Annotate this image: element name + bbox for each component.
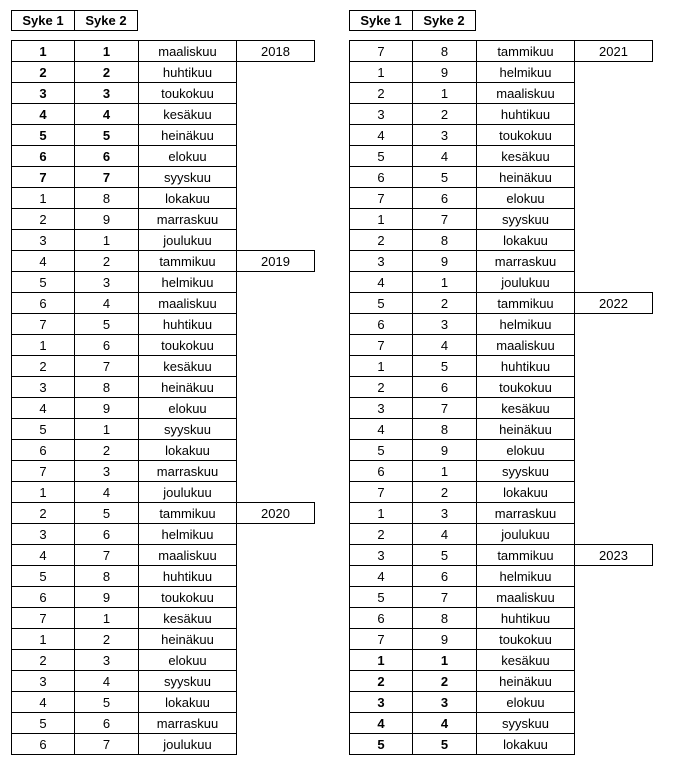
syke-1-cell: 3 <box>349 544 412 566</box>
syke-2-cell: 8 <box>74 377 138 398</box>
month-cell: tammikuu <box>476 544 575 566</box>
year-cell: 2023 <box>575 544 653 566</box>
month-cell: huhtikuu <box>138 314 237 335</box>
month-cell: elokuu <box>138 398 237 419</box>
syke-1-cell: 6 <box>349 314 412 335</box>
header-syke-2: Syke 2 <box>412 11 475 30</box>
syke-1-cell: 1 <box>11 629 74 650</box>
month-cell: toukokuu <box>476 629 575 650</box>
syke-1-cell: 5 <box>349 587 412 608</box>
syke-2-cell: 7 <box>412 209 476 230</box>
syke-2-cell: 7 <box>412 587 476 608</box>
syke-1-cell: 4 <box>11 250 74 272</box>
month-cell: toukokuu <box>138 83 237 104</box>
month-cell: marraskuu <box>476 251 575 272</box>
syke-1-cell: 5 <box>11 566 74 587</box>
header-syke-1: Syke 1 <box>360 13 402 28</box>
month-cell: joulukuu <box>476 524 575 545</box>
month-cell: toukokuu <box>138 335 237 356</box>
syke-1-cell: 1 <box>349 650 412 671</box>
syke-1-cell: 2 <box>11 62 74 83</box>
syke-2-cell: 9 <box>74 398 138 419</box>
syke-2-cell: 6 <box>412 566 476 587</box>
syke-1-cell: 7 <box>11 167 74 188</box>
syke-2-cell: 7 <box>74 734 138 755</box>
syke-1-cell: 2 <box>349 524 412 545</box>
month-cell: lokakuu <box>138 692 237 713</box>
syke-2-cell: 3 <box>74 650 138 671</box>
syke-1-cell: 1 <box>11 40 74 62</box>
syke-1-cell: 4 <box>349 125 412 146</box>
syke-2-cell: 5 <box>74 314 138 335</box>
syke-1-cell: 6 <box>11 734 74 755</box>
syke-2-cell: 1 <box>74 230 138 251</box>
month-cell: joulukuu <box>138 230 237 251</box>
syke-1-cell: 7 <box>349 335 412 356</box>
syke-1-cell: 6 <box>11 146 74 167</box>
syke-1-cell: 3 <box>349 398 412 419</box>
month-cell: syyskuu <box>476 713 575 734</box>
syke-1-cell: 6 <box>11 587 74 608</box>
month-cell: kesäkuu <box>476 398 575 419</box>
syke-2-cell: 2 <box>74 62 138 83</box>
month-cell: helmikuu <box>476 566 575 587</box>
month-cell: maaliskuu <box>138 293 237 314</box>
syke-2-cell: 5 <box>412 734 476 755</box>
syke-1-cell: 4 <box>349 419 412 440</box>
syke-1-cell: 5 <box>349 292 412 314</box>
month-cell: elokuu <box>476 692 575 713</box>
syke-2-cell: 4 <box>74 104 138 125</box>
month-cell: syyskuu <box>138 671 237 692</box>
month-cell: tammikuu <box>476 292 575 314</box>
syke-2-cell: 4 <box>412 335 476 356</box>
syke-2-cell: 6 <box>412 188 476 209</box>
month-cell: huhtikuu <box>476 104 575 125</box>
month-cell: huhtikuu <box>138 62 237 83</box>
syke-2-cell: 9 <box>412 440 476 461</box>
syke-1-cell: 3 <box>11 524 74 545</box>
syke-2-cell: 1 <box>412 272 476 293</box>
month-cell: maaliskuu <box>476 335 575 356</box>
syke-2-cell: 4 <box>412 524 476 545</box>
syke-2-cell: 1 <box>412 650 476 671</box>
syke-2-cell: 3 <box>412 314 476 335</box>
left-header <box>11 10 138 31</box>
syke-2-cell: 2 <box>74 440 138 461</box>
syke-1-cell: 5 <box>349 440 412 461</box>
syke-2-cell: 5 <box>412 167 476 188</box>
syke-1-cell: 7 <box>11 314 74 335</box>
syke-1-cell: 7 <box>11 608 74 629</box>
syke-1-cell: 3 <box>11 230 74 251</box>
syke-1-cell: 2 <box>11 356 74 377</box>
syke-2-cell: 9 <box>74 587 138 608</box>
month-cell: huhtikuu <box>476 356 575 377</box>
month-cell: tammikuu <box>138 502 237 524</box>
syke-2-cell: 8 <box>412 608 476 629</box>
month-cell: joulukuu <box>138 482 237 503</box>
syke-1-cell: 3 <box>349 104 412 125</box>
month-cell: marraskuu <box>476 503 575 524</box>
syke-2-cell: 8 <box>74 566 138 587</box>
syke-2-cell: 3 <box>412 125 476 146</box>
syke-2-cell: 1 <box>74 419 138 440</box>
syke-1-cell: 6 <box>11 293 74 314</box>
syke-2-cell: 2 <box>412 292 476 314</box>
month-cell: maaliskuu <box>138 40 237 62</box>
syke-1-cell: 1 <box>349 503 412 524</box>
syke-2-cell: 9 <box>412 62 476 83</box>
syke-1-cell: 1 <box>349 62 412 83</box>
syke-2-cell: 7 <box>74 356 138 377</box>
syke-2-cell: 3 <box>412 692 476 713</box>
syke-2-cell: 6 <box>74 335 138 356</box>
month-cell: tammikuu <box>476 40 575 62</box>
syke-2-cell: 8 <box>412 40 476 62</box>
month-cell: heinäkuu <box>138 125 237 146</box>
month-cell: heinäkuu <box>138 377 237 398</box>
syke-2-cell: 1 <box>412 461 476 482</box>
header-syke-1: Syke 1 <box>22 13 64 28</box>
syke-2-cell: 4 <box>412 146 476 167</box>
month-cell: huhtikuu <box>476 608 575 629</box>
month-cell: helmikuu <box>476 314 575 335</box>
syke-2-cell: 8 <box>74 188 138 209</box>
syke-1-cell: 3 <box>349 692 412 713</box>
syke-1-cell: 7 <box>349 40 412 62</box>
syke-2-cell: 4 <box>74 293 138 314</box>
syke-1-cell: 6 <box>349 461 412 482</box>
syke-1-cell: 4 <box>11 545 74 566</box>
syke-2-cell: 1 <box>74 608 138 629</box>
month-cell: kesäkuu <box>476 146 575 167</box>
syke-2-cell: 5 <box>74 125 138 146</box>
month-cell: heinäkuu <box>476 671 575 692</box>
right-header <box>349 10 476 31</box>
syke-2-cell: 4 <box>74 482 138 503</box>
syke-1-cell: 4 <box>349 272 412 293</box>
syke-1-cell: 5 <box>349 146 412 167</box>
month-cell: maaliskuu <box>138 545 237 566</box>
syke-1-cell: 2 <box>11 650 74 671</box>
syke-1-cell: 2 <box>349 671 412 692</box>
syke-2-cell: 8 <box>412 419 476 440</box>
syke-1-cell: 1 <box>349 356 412 377</box>
month-cell: kesäkuu <box>138 356 237 377</box>
month-cell: syyskuu <box>476 461 575 482</box>
syke-1-cell: 3 <box>11 83 74 104</box>
month-cell: lokakuu <box>138 188 237 209</box>
syke-2-cell: 6 <box>412 377 476 398</box>
syke-1-cell: 7 <box>349 482 412 503</box>
syke-2-cell: 5 <box>412 544 476 566</box>
syke-2-cell: 7 <box>74 545 138 566</box>
month-cell: helmikuu <box>476 62 575 83</box>
year-cell: 2018 <box>237 40 315 62</box>
syke-2-cell: 3 <box>74 461 138 482</box>
syke-2-cell: 5 <box>74 502 138 524</box>
month-cell: kesäkuu <box>138 608 237 629</box>
syke-1-cell: 6 <box>349 608 412 629</box>
syke-1-cell: 3 <box>11 377 74 398</box>
year-cell: 2021 <box>575 40 653 62</box>
syke-1-cell: 1 <box>11 482 74 503</box>
month-cell: helmikuu <box>138 272 237 293</box>
syke-2-cell: 2 <box>412 482 476 503</box>
syke-2-cell: 4 <box>74 671 138 692</box>
syke-2-cell: 1 <box>412 83 476 104</box>
month-cell: syyskuu <box>476 209 575 230</box>
year-cell: 2019 <box>237 250 315 272</box>
month-cell: joulukuu <box>476 272 575 293</box>
syke-2-cell: 6 <box>74 524 138 545</box>
syke-1-cell: 2 <box>349 377 412 398</box>
syke-2-cell: 1 <box>74 40 138 62</box>
syke-2-cell: 8 <box>412 230 476 251</box>
syke-2-cell: 2 <box>74 629 138 650</box>
syke-1-cell: 6 <box>349 167 412 188</box>
syke-2-cell: 9 <box>74 209 138 230</box>
syke-2-cell: 3 <box>74 83 138 104</box>
month-cell: tammikuu <box>138 250 237 272</box>
syke-2-cell: 7 <box>412 398 476 419</box>
syke-1-cell: 1 <box>11 335 74 356</box>
syke-1-cell: 2 <box>349 230 412 251</box>
month-cell: lokakuu <box>476 482 575 503</box>
syke-2-cell: 2 <box>74 250 138 272</box>
month-cell: marraskuu <box>138 461 237 482</box>
month-cell: syyskuu <box>138 167 237 188</box>
syke-1-cell: 2 <box>11 209 74 230</box>
syke-1-cell: 3 <box>11 671 74 692</box>
syke-2-cell: 4 <box>412 713 476 734</box>
syke-1-cell: 4 <box>349 566 412 587</box>
syke-2-cell: 5 <box>412 356 476 377</box>
month-cell: syyskuu <box>138 419 237 440</box>
month-cell: marraskuu <box>138 209 237 230</box>
syke-1-cell: 5 <box>11 713 74 734</box>
month-cell: joulukuu <box>138 734 237 755</box>
header-syke-2: Syke 2 <box>74 11 137 30</box>
syke-1-cell: 7 <box>349 629 412 650</box>
month-cell: maaliskuu <box>476 587 575 608</box>
month-cell: lokakuu <box>476 230 575 251</box>
month-cell: toukokuu <box>476 377 575 398</box>
syke-2-cell: 6 <box>74 713 138 734</box>
month-cell: heinäkuu <box>476 167 575 188</box>
syke-1-cell: 5 <box>349 734 412 755</box>
month-cell: kesäkuu <box>476 650 575 671</box>
syke-1-cell: 5 <box>11 125 74 146</box>
year-cell: 2020 <box>237 502 315 524</box>
syke-1-cell: 7 <box>349 188 412 209</box>
syke-1-cell: 4 <box>11 692 74 713</box>
syke-1-cell: 5 <box>11 419 74 440</box>
syke-2-cell: 2 <box>412 104 476 125</box>
syke-2-cell: 2 <box>412 671 476 692</box>
syke-1-cell: 4 <box>11 104 74 125</box>
syke-2-cell: 6 <box>74 146 138 167</box>
syke-1-cell: 1 <box>349 209 412 230</box>
syke-1-cell: 4 <box>349 713 412 734</box>
month-cell: elokuu <box>476 440 575 461</box>
syke-1-cell: 4 <box>11 398 74 419</box>
month-cell: marraskuu <box>138 713 237 734</box>
month-cell: elokuu <box>138 146 237 167</box>
month-cell: elokuu <box>138 650 237 671</box>
month-cell: huhtikuu <box>138 566 237 587</box>
year-cell: 2022 <box>575 292 653 314</box>
syke-2-cell: 3 <box>74 272 138 293</box>
month-cell: heinäkuu <box>138 629 237 650</box>
month-cell: lokakuu <box>138 440 237 461</box>
syke-2-cell: 9 <box>412 629 476 650</box>
month-cell: toukokuu <box>138 587 237 608</box>
syke-1-cell: 6 <box>11 440 74 461</box>
month-cell: elokuu <box>476 188 575 209</box>
month-cell: kesäkuu <box>138 104 237 125</box>
month-cell: toukokuu <box>476 125 575 146</box>
syke-2-cell: 5 <box>74 692 138 713</box>
syke-1-cell: 2 <box>11 502 74 524</box>
month-cell: maaliskuu <box>476 83 575 104</box>
syke-2-cell: 3 <box>412 503 476 524</box>
syke-1-cell: 3 <box>349 251 412 272</box>
syke-1-cell: 5 <box>11 272 74 293</box>
month-cell: heinäkuu <box>476 419 575 440</box>
syke-1-cell: 2 <box>349 83 412 104</box>
syke-1-cell: 1 <box>11 188 74 209</box>
month-cell: lokakuu <box>476 734 575 755</box>
syke-1-cell: 7 <box>11 461 74 482</box>
syke-2-cell: 9 <box>412 251 476 272</box>
month-cell: helmikuu <box>138 524 237 545</box>
syke-2-cell: 7 <box>74 167 138 188</box>
